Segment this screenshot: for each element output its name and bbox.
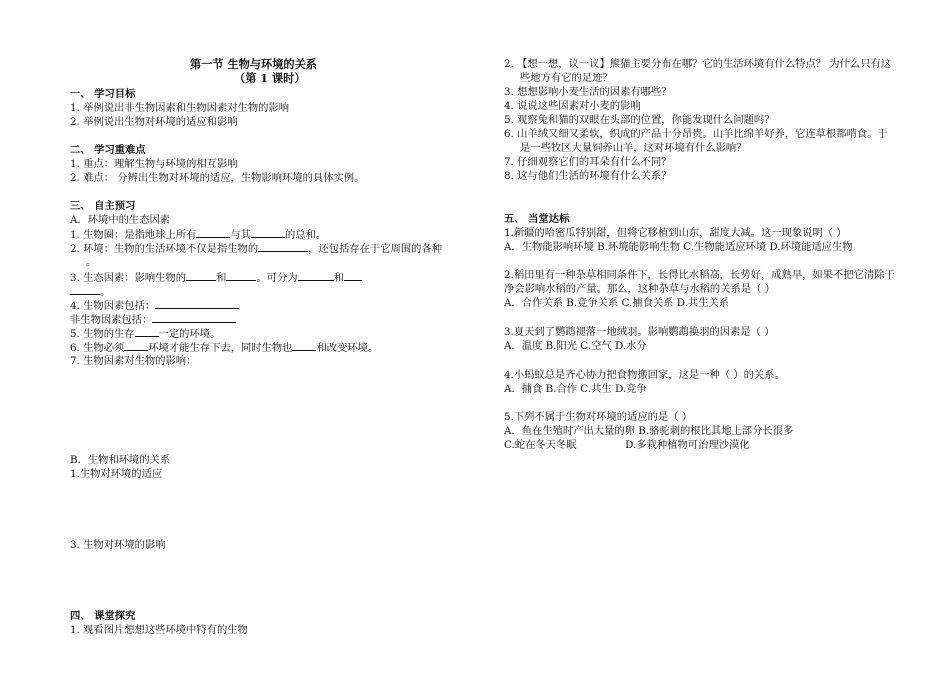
text: 4. 生物因素包括： xyxy=(70,300,156,312)
preview-item-3 xyxy=(70,270,362,286)
fill-blank[interactable] xyxy=(124,340,148,351)
explore-item-7: 7. 仔细观察它们的耳朵有什么不同？ xyxy=(504,156,672,168)
text: 3. 生态因素：影响生物的 xyxy=(70,272,187,284)
fill-blank[interactable] xyxy=(186,270,216,281)
section-key-heading: 二、 学习重难点 xyxy=(70,144,146,156)
goal-item: 1. 举例说出非生物因素和生物因素对生物的影响 xyxy=(70,102,290,114)
preview-part-a: A．环境中的生态因素 xyxy=(70,214,171,226)
text: 1. 生物圈：是指地球上所有 xyxy=(70,229,197,241)
key-item: 1. 重点：理解生物与环境的相互影响 xyxy=(70,158,238,170)
explore-item-3: 3. 想想影响小麦生活的因素有哪些？ xyxy=(504,86,672,98)
explore-item-4: 4. 说说这些因素对小麦的影响 xyxy=(504,100,641,112)
option-d: D.多栽种植物可治理沙漠化 xyxy=(625,439,750,451)
goal-item: 2. 举例说出生物对环境的适应和影响 xyxy=(70,116,238,128)
section-preview-heading: 三、 自主预习 xyxy=(70,200,136,212)
preview-item-2 xyxy=(70,241,442,257)
explore-item-6: 6. 山羊绒又细又柔软，织成的产品十分昂贵。山羊比绵羊好养，它连草根都啃食。于 xyxy=(504,128,888,140)
preview-item-7: 7. 生物因素对生物的影响： xyxy=(70,355,197,367)
text: 6. 生物必须 xyxy=(70,342,125,354)
text: 5. 生物的生存 xyxy=(70,328,135,340)
text: 2. 环境：生物的生活环境不仅是指生物的 xyxy=(70,243,259,255)
fill-blank[interactable] xyxy=(70,284,100,295)
lesson-subtitle: （第 1 课时） xyxy=(234,71,306,85)
section-goals-heading: 一、 学习目标 xyxy=(70,88,136,100)
text: 。可分为 xyxy=(256,272,298,284)
fill-blank[interactable] xyxy=(298,270,334,281)
fill-blank[interactable] xyxy=(258,241,308,252)
text: ，还包括存在于它周围的各种 xyxy=(308,243,443,255)
question-2-options: A．合作关系 B.竞争关系 C.捕食关系 D.共生关系 xyxy=(504,297,730,309)
explore-item-8: 8. 这与他们生活的环境有什么关系？ xyxy=(504,170,672,182)
text: 的总和。 xyxy=(284,229,327,241)
fill-blank[interactable] xyxy=(196,227,230,238)
explore-item-1: 1. 观看图片想想这些环境中特有的生物 xyxy=(70,624,248,636)
text: 。 xyxy=(100,286,111,298)
explore-item-6-cont: 是一些牧区大量饲养山羊，这对环境有什么影响？ xyxy=(520,142,747,154)
question-2: 2.稻田里有一种杂草相同条件下，长得比水稻高，长势好，成熟早，如果不把它清除干 xyxy=(504,269,895,281)
fill-blank[interactable] xyxy=(135,326,159,337)
text: 和改变环境。 xyxy=(316,342,379,354)
text: 非生物因素包括： xyxy=(70,314,153,326)
fill-blank[interactable] xyxy=(292,340,316,351)
key-item: 2. 难点： 分辨出生物对环境的适应，生物影响环境的具体实例。 xyxy=(70,172,365,184)
question-5-options-cont xyxy=(504,438,750,453)
preview-item-2-cont: 。 xyxy=(86,256,97,268)
text: 和 xyxy=(216,272,227,284)
fill-blank[interactable] xyxy=(251,227,285,238)
part-b-item-1: 1.生物对环境的适应 xyxy=(70,468,163,480)
fill-blank[interactable] xyxy=(155,298,239,309)
text: 环境才能生存下去，同时生物也 xyxy=(148,342,293,354)
explore-item-2: 2. 【想一想，议一议】熊猫主要分布在哪？它的生活环境有什么特点？ 为什么只有这 xyxy=(504,58,892,70)
text: 和 xyxy=(333,272,344,284)
section-test-heading: 五、 当堂达标 xyxy=(504,213,570,225)
fill-blank[interactable] xyxy=(226,270,256,281)
question-3: 3.夏天到了鹦鹉褪落一地绒羽。影响鹦鹉换羽的因素是（ ） xyxy=(504,326,775,338)
part-b-item-3: 3. 生物对环境的影响 xyxy=(70,539,166,551)
fill-blank[interactable] xyxy=(152,312,236,323)
question-1-options: A．生物能影响环境 B.环境能影响生物 C.生物能适应环境 D.环境能适应生物 xyxy=(504,241,853,253)
fill-blank[interactable] xyxy=(344,270,362,281)
question-4-options: A．捕食 B.合作 C.共生 D.竞争 xyxy=(504,383,647,395)
explore-item-2-cont: 些地方有它的足迹？ xyxy=(520,72,613,84)
question-4: 4.小蚂蚁总是齐心协力把食物搬回家，这是一种（ ）的关系。 xyxy=(504,369,785,381)
option-c: C.蛇在冬天冬眠 xyxy=(504,439,577,451)
text: 与其 xyxy=(230,229,251,241)
question-5-options: A．鱼在生殖时产出大量的卵 B.骆驼刺的根比其地上部分长很多 xyxy=(504,425,794,437)
question-5: 5.下列不属于生物对环境的适应的是（ ） xyxy=(504,411,693,423)
preview-part-b: B．生物和环境的关系 xyxy=(70,454,171,466)
lesson-title: 第一节 生物与环境的关系 xyxy=(190,57,317,71)
text: 一定的环境。 xyxy=(158,328,221,340)
question-3-options: A．温度 B.阳光 C.空气 D.水分 xyxy=(504,340,647,352)
section-explore-heading: 四、 课堂探究 xyxy=(70,610,136,622)
question-1: 1.新疆的哈密瓜特别甜，但将它移植到山东，甜度大减。这一现象说明（ ） xyxy=(504,227,847,239)
question-2-cont: 净会影响水稻的产量。那么，这种杂草与水稻的关系是（ ） xyxy=(504,283,775,295)
explore-item-5: 5. 观察兔和猫的双眼在头部的位置，你能发现什么问题吗？ xyxy=(504,114,775,126)
